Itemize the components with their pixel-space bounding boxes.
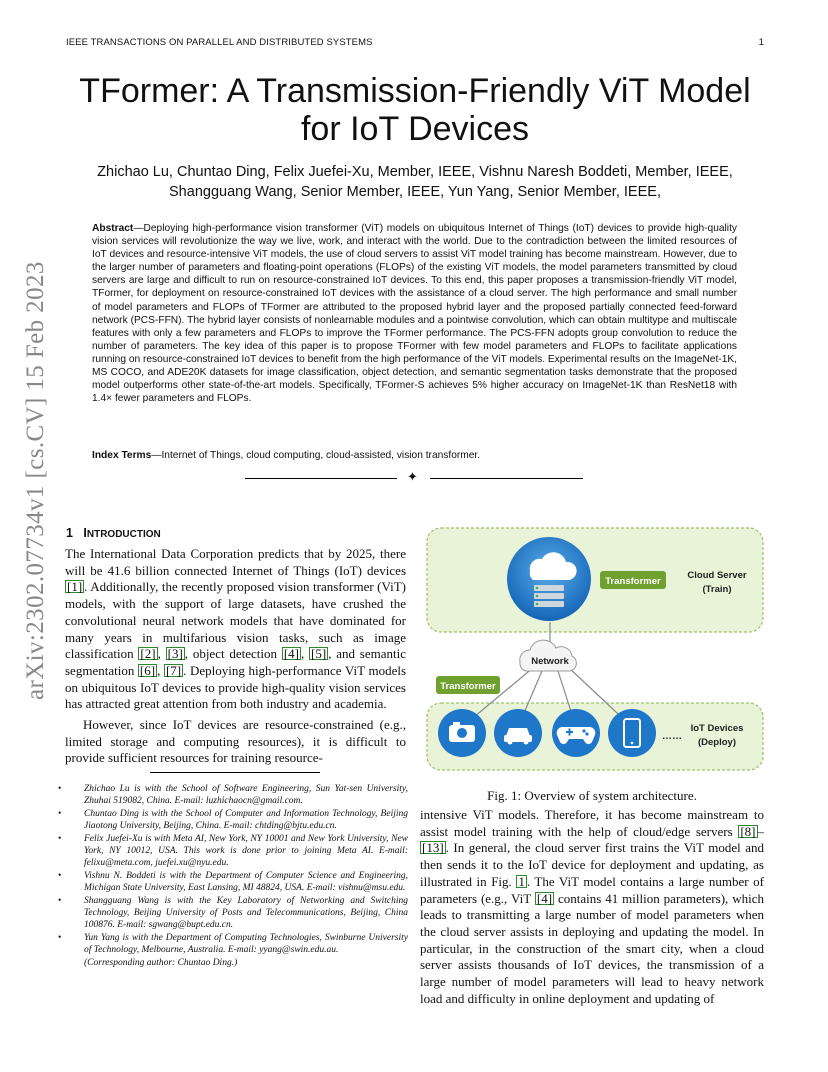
footnote-item: • Chuntao Ding is with the School of Computer and Information Technology, Beijing Jiaotong University, Beijing, China. E-mail: chtding@bjtu.edu.cn. — [58, 809, 408, 831]
arxiv-stamp: arXiv:2302.07734v1 [cs.CV] 15 Feb 2023 — [22, 261, 49, 700]
footnote-text: Felix Juefei-Xu is with Meta AI, New York, NY 10001 and New York University, New York, NY 10012, USA. This work is done prior to joining Meta AI. E-mail: felixu@meta.com, juefei.xu@nyu.edu. — [84, 834, 408, 868]
text-run: . Additionally, the recently proposed vision transformer (ViT) models, with the support of large datasets, have crushed the convolutional neural network models that have dominated for many years in multifarious vision tasks, such as image classification — [65, 579, 406, 662]
citation-link[interactable]: [13] — [422, 840, 444, 856]
camera-icon — [438, 709, 486, 757]
abstract-label: Abstract — [92, 223, 134, 234]
text-run: , and semantic segmentation — [65, 646, 407, 678]
smartphone-icon — [608, 709, 656, 757]
footnote-item: • Felix Juefei-Xu is with Meta AI, New York, NY 10001 and New York University, New York, NY 10012, USA. This work is done prior to joining Meta AI. E-mail: felixu@meta.com, juefei.xu@nyu.edu. — [58, 834, 408, 868]
text-run: – — [757, 823, 764, 839]
index-terms-label: Index Terms — [92, 450, 152, 461]
text-run: intensive ViT models. Therefore, it has become mainstream to assist model training with the help of cloud/edge servers — [420, 807, 764, 839]
citation-link[interactable]: [2] — [140, 646, 156, 662]
text-run: . In general, the cloud server first trains the ViT model and then sends it to the IoT device for deployment and updating, as illustrated in Fig. — [420, 840, 764, 889]
figure-link[interactable]: 1 — [518, 873, 525, 889]
footnote-item: • Shangguang Wang is with the Key Laboratory of Networking and Switching Technology, Beijing University of Posts and Telecommunications, Beijing, China 100876. E-mail: sgwang@bupt.edu.cn. — [58, 896, 408, 930]
index-terms-text: —Internet of Things, cloud computing, cloud-assisted, vision transformer. — [151, 450, 481, 461]
intro-paragraph-2: However, since IoT devices are resource-constrained (e.g., limited storage and computing resources), it is difficult to provide sufficient resources for training resource- — [65, 717, 406, 766]
iot-devices-label: IoT Devices — [690, 723, 744, 734]
footnote-item: • Vishnu N. Boddeti is with the Department of Computer Science and Engineering, Michigan State University, East Lansing, MI 48824, USA. E-mail: vishnu@msu.edu. — [58, 871, 408, 893]
corresponding-author: (Corresponding author: Chuntao Ding.) — [84, 958, 238, 969]
text-run: . The ViT model contains a large number of parameters (e.g., ViT — [420, 873, 764, 906]
network-label: Network — [531, 656, 569, 667]
separator-rule-left — [245, 478, 397, 479]
citation-link[interactable]: [8] — [740, 823, 756, 839]
index-terms — [92, 449, 737, 462]
text-run: , — [157, 662, 164, 678]
transformer-text-top: Transformer — [605, 576, 661, 587]
citation-link[interactable]: [4] — [283, 646, 299, 662]
section-title-rest: NTRODUCTION — [86, 529, 161, 540]
text-run: , object detection — [184, 646, 282, 662]
text-run: The International Data Corporation predicts that by 2025, there will be 41.6 billion connected Internet of Things (IoT) devices — [65, 546, 406, 578]
right-column-paragraph — [420, 807, 764, 1007]
figure-caption: Fig. 1: Overview of system architecture. — [487, 788, 697, 803]
citation-link[interactable]: [7] — [165, 662, 182, 678]
text-run: . Deploying high-performance ViT models on ubiquitous IoT devices to provide high-quality vision services has attracted great attention from both industry and academia. — [65, 662, 407, 712]
citation-link[interactable]: [1] — [67, 579, 83, 595]
paper-title: TFormer: A Transmission-Friendly ViT Model for IoT Devices — [79, 72, 751, 148]
citation-link[interactable]: [4] — [536, 890, 553, 906]
text-run: contains 41 million parameters), which leads to transmitting a large number of model parameters when the cloud server assists in deploying and updating the model. In particular, in the construction of the smart city, when a cloud server assists thousands of IoT devices, the transmission of a large number of model parameters will lead to heavy network load and difficulty in online deployment and updating of — [420, 890, 764, 1006]
footnotes — [58, 784, 408, 970]
car-icon — [494, 709, 542, 757]
footnote-item: • Yun Yang is with the Department of Computing Technologies, Swinburne University of Technology, Melbourne, Australia. E-mail: yyang@swin.edu.au. — [58, 933, 408, 955]
footnote-text: Zhichao Lu is with the School of Software Engineering, Sun Yat-sen University, Zhuhai 519082, China. E-mail: luzhichaocn@gmail.com. — [84, 784, 408, 806]
abstract — [92, 222, 737, 405]
running-header: IEEE TRANSACTIONS ON PARALLEL AND DISTRIBUTED SYSTEMS — [66, 37, 373, 48]
citation-link[interactable]: [3] — [167, 646, 183, 662]
system-architecture-figure — [426, 527, 764, 771]
section-number: 1 — [66, 526, 73, 540]
footnote-item: • Zhichao Lu is with the School of Software Engineering, Sun Yat-sen University, Zhuhai 519082, China. E-mail: luzhichaocn@gmail.com. — [58, 784, 408, 806]
more-devices-ellipsis: …… — [662, 731, 682, 742]
citation-link[interactable]: [6] — [139, 662, 156, 678]
footnote-text: Vishnu N. Boddeti is with the Department of Computer Science and Engineering, Michigan State University, East Lansing, MI 48824, USA. E-mail: vishnu@msu.edu. — [84, 871, 408, 893]
author-line-2: Shangguang Wang, Senior Member, IEEE, Yun Yang, Senior Member, IEEE, — [169, 184, 661, 200]
separator-diamond: ✦ — [407, 469, 418, 484]
cloud-server-sublabel: (Train) — [702, 584, 732, 595]
abstract-text: —Deploying high-performance vision transformer (ViT) models on ubiquitous Internet of Things (IoT) devices to provide high-quality vision services will revolutionize the way we live, work, and interact with the world. Due to the contradiction between the limited resources of IoT devices and resource-intensive ViT models, the use of cloud servers to assist ViT model training has become mainstream. However, due to the larger number of parameters and floating-point operations (FLOPs) of the existing ViT models, the model parameters transmitted by cloud servers are large and difficult to run on resource-constrained IoT devices. To this end, this paper proposes a transmission-friendly ViT model, TFormer, for deployment on resource-constrained IoT devices with the assistance of a cloud server. The high performance and small number of model parameters and FLOPs of TFormer are attributed to the proposed hybrid layer and the proposed partially connected feed-forward network (PCS-FFN). The hybrid layer consists of nonlearnable modules and a pointwise convolution, which can obtain multitype and multiscale features with only a few parameters and FLOPs to improve the TFormer performance. The PCS-FFN adopts group convolution to reduce the number of parameters. The key idea of this paper is to propose TFormer with few model parameters and FLOPs to facilitate applications running on resource-constrained IoT devices to benefit from the high performance of the ViT models. Experimental results on the ImageNet-1K, MS COCO, and ADE20K datasets for image classification, object detection, and semantic segmentation tasks demonstrate that the proposed model outperforms other state-of-the-art models. Specifically, TFormer-S achieves 5% higher accuracy on ImageNet-1K than ResNet18 with 1.4× fewer parameters and FLOPs. — [92, 223, 737, 405]
page-number: 1 — [758, 37, 764, 48]
intro-paragraph-1 — [65, 546, 406, 713]
cloud-server-label: Cloud Server — [687, 570, 747, 581]
text-run: , — [300, 646, 310, 662]
author-line-1: Zhichao Lu, Chuntao Ding, Felix Juefei-Xu, Member, IEEE, Vishnu Naresh Boddeti, Member, IEEE, — [97, 164, 733, 180]
separator-rule-right — [430, 478, 583, 479]
author-list — [60, 162, 770, 202]
cloud-server-icon — [507, 537, 591, 621]
section-heading — [66, 526, 161, 540]
gamepad-icon — [552, 709, 600, 757]
citation-link[interactable]: [5] — [311, 646, 327, 662]
iot-devices-sublabel: (Deploy) — [698, 737, 736, 748]
footnote-text: Yun Yang is with the Department of Computing Technologies, Swinburne University of Technology, Melbourne, Australia. E-mail: yyang@swin.edu.au. — [84, 933, 408, 955]
section-title-first: I — [83, 526, 87, 540]
footnote-text: Chuntao Ding is with the School of Computer and Information Technology, Beijing Jiaotong University, Beijing, China. E-mail: chtding@bjtu.edu.cn. — [84, 809, 408, 831]
text-run: , — [157, 646, 166, 662]
footnote-text: Shangguang Wang is with the Key Laboratory of Networking and Switching Technology, Beijing University of Posts and Telecommunications, Beijing, China 100876. E-mail: sgwang@bupt.edu.cn. — [84, 896, 408, 930]
transformer-text-bottom: Transformer — [440, 681, 496, 692]
footnote-rule — [150, 772, 320, 773]
